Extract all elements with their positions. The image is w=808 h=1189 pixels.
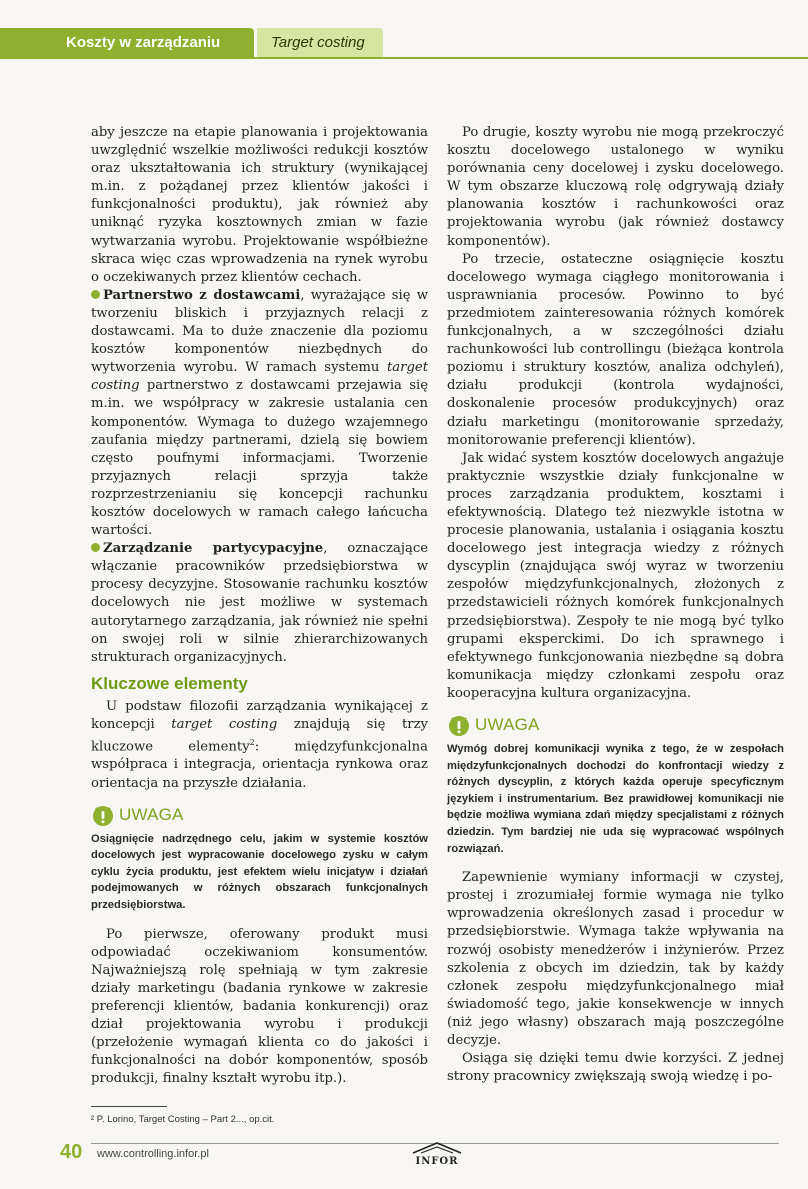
bullet-text: partnerstwo z dostawcami przejawia się m.in. we współpracy w zakresie ustalania cen komponentów. Wymaga to dużego wzajemnego zaufania między partnerami, dzielą się bowiem często poufnymi informacjami. Tworzenie przyjaznych relacji sprzyja także rozprzestrzenianiu się koncepcji rachunku kosztów docelowych w ramach całego łańcucha wartości. (91, 378, 428, 539)
warning-header (447, 713, 784, 737)
paragraph: Zapewnienie wymiany informacji w czystej, prostej i zrozumiałej formie wymaga nie tylko wprowadzenia określonych zasad i procedur w przedsiębiorstwie. Wymaga także wpływania na rozwój osobisty menedżerów i inżynierów. Przez szkolenia z obcych im dziedzin, tak by każdy członek zespołu międzyfunkcjonalnego miał świadomość tego, jakie konsekwencje w innych (niż jego własny) obszarach mają poszczególne decyzje. (447, 870, 784, 1048)
warning-title: UWAGA (475, 714, 540, 734)
bullet-dot-icon (91, 290, 100, 299)
paragraph: aby jeszcze na etapie planowania i projektowania uwzględnić wszelkie możliwości redukcji kosztów oraz ukształtowania ich struktury (wynikającej m.in. z pożądanej przez klientów jakości i funkcjonalności produktu), jak również aby uniknąć ryzyka kosztownych zmian w fazie wytwarzania wyrobu. Projektowanie współbieżne skraca więc czas wprowadzenia na rynek wyrobu o oczekiwanych przez klientów cechach. (91, 125, 428, 285)
paragraph: Po drugie, koszty wyrobu nie mogą przekroczyć kosztu docelowego ustalonego w wyniku porównania ceny docelowej i zysku docelowego. W tym obszarze kluczową rolę odgrywają działy planowania kosztów i rachunkowości oraz projektowania wyrobu (jak również dostawcy komponentów). (447, 125, 784, 249)
infor-logo-icon (407, 1141, 467, 1155)
bullet-dot-icon (91, 543, 100, 552)
text-run: U podstaw filozofii zarządzania wynikającej z koncepcji (91, 698, 428, 732)
right-column (447, 124, 784, 1086)
paragraph: Po pierwsze, oferowany produkt musi odpowiadać oczekiwaniom konsumentów. Najważniejszą rolę spełniają w tym zakresie działy marketingu (badania rynkowe w zakresie preferencji klientów, badania konkurencji) oraz dział projektowania wyrobu i produkcji (przełożenie wymagań klienta co do jakości i funkcjonalności na dobór komponentów, sposób produkcji, finalny kształt wyrobu itp.). (91, 926, 428, 1087)
paragraph: Osiąga się dzięki temu dwie korzyści. Z jednej strony pracownicy zwiększają swoją wiedzę i po- (447, 1051, 784, 1085)
paragraph (91, 698, 428, 793)
bullet-text: , oznaczające włączanie pracowników przedsiębiorstwa w procesy decyzyjne. Stosowanie rachunku kosztów docelowych nie jest możliwe w systemach autorytarnego zarządzania, jak również nie spełni on swojej roli w silnie zhierarchizowanych strukturach organizacyjnych. (91, 541, 429, 665)
left-column (91, 124, 428, 1088)
bullet-item (91, 540, 428, 667)
warning-text: Osiągnięcie nadrzędnego celu, jakim w systemie kosztów docelowych jest wypracowanie docelowego zysku w całym cyklu życia produktu, jest efektem wielu inicjatyw i działań podejmowanych w różnych obszarach funkcjonalnych przedsiębiorstwa. (91, 832, 428, 912)
warning-icon (91, 803, 115, 827)
footer-url-link[interactable]: www.controlling.infor.pl (97, 1148, 209, 1160)
bullet-lead: Partnerstwo z dostawcami (103, 287, 301, 303)
warning-title: UWAGA (119, 804, 184, 824)
header-rule (0, 57, 808, 59)
logo-text: INFOR (415, 1156, 459, 1167)
text-run: znajdują się trzy kluczowe elementy (91, 716, 428, 755)
section-heading: Kluczowe elementy (91, 673, 248, 693)
footnote: ² P. Lorino, Target Costing – Part 2..., op.cit. (91, 1114, 275, 1125)
footnote-rule (91, 1106, 167, 1107)
page-number: 40 (60, 1141, 83, 1163)
bullet-lead: Zarządzanie partycypacyjne (103, 541, 324, 557)
paragraph: Jak widać system kosztów docelowych angażuje praktycznie wszystkie działy funkcjonalne w proces zarządzania produktem, kosztami i efektywnością. Dlatego też niezwykle istotna w procesie planowania, ustalania i osiągania kosztu docelowego jest integracja wiedzy z różnych dyscyplin (znajdująca swój wyraz w tworzeniu zespołów międzyfunkcjonalnych, złożonych z przedstawicieli różnych komórek funkcjonalnych przedsiębiorstwa). Zespoły te nie mogą być tylko grupami eksperckimi. Do ich sprawnego i efektywnego funkcjonowania niezbędne są dobra komunikacja między członkami zespołu oraz kooperacyjna kultura organizacyjna. (447, 450, 784, 701)
term: target costing (171, 716, 278, 732)
warning-icon (447, 713, 471, 737)
bullet-text: , wyrażające się w tworzeniu bliskich i przyjaznych relacji z dostawcami. Ma to duże znaczenie dla poziomu kosztów komponentów niezbędnych do wytworzenia wyrobu. W ramach systemu (91, 287, 428, 376)
paragraph: Po trzecie, ostateczne osiągnięcie kosztu docelowego wymaga ciągłego monitorowania i usprawniania procesów. Powinno to być przedmiotem zainteresowania różnych komórek funkcjonalnych, a w szczególności działu rachunkowości lub controllingu (bieżąca kontrola poziomu i struktury kosztów, analiza odchyleń), działu produkcji (kontrola wydajności, doskonalenie procesów produkcyjnych) oraz działu marketingu (monitorowanie sprzedaży, monitorowanie preferencji klientów). (447, 251, 784, 448)
warning-box (447, 713, 784, 857)
infor-logo (405, 1140, 469, 1168)
topic-tab: Target costing (257, 28, 383, 58)
warning-text: Wymóg dobrej komunikacji wynika z tego, że w zespołach międzyfunkcjonalnych dochodzi do konfrontacji wiedzy z różnych dyscyplin, z których każda operuje specyficznym językiem i instrumentarium. Bez prawidłowej komunikacji nie będzie możliwa wymiana zdań między specjalistami z różnych dziedzin. Tym bardziej nie uda się wypracować wspólnych rozwiązań. (447, 743, 784, 855)
text-run: : międzyfunkcjonalna współpraca i integracja, orientacja rynkowa oraz orientacja na przyszłe działania. (91, 739, 428, 791)
section-tab: Koszty w zarządzaniu (0, 28, 254, 58)
bullet-item (91, 287, 428, 540)
warning-header (91, 803, 428, 827)
footnote-mark[interactable]: 2 (249, 738, 255, 747)
term: target costing (91, 360, 428, 394)
warning-box (91, 803, 428, 914)
